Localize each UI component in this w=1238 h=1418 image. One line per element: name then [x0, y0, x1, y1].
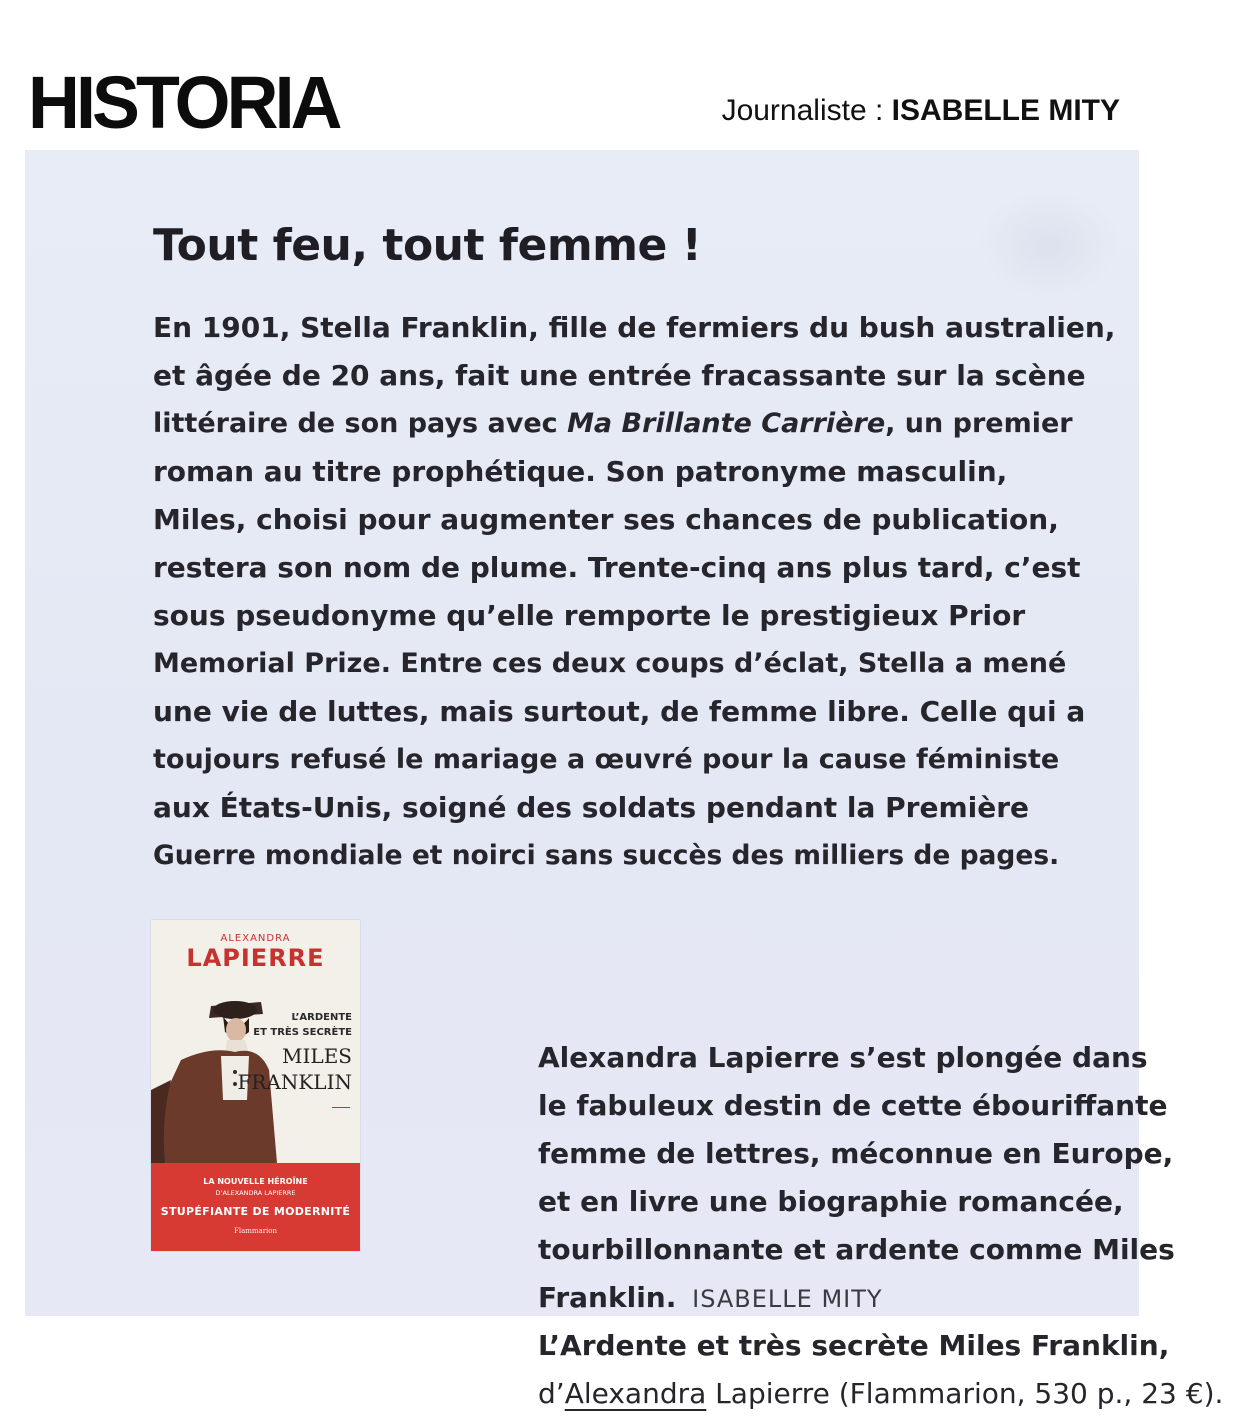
- body-line: Memorial Prize. Entre ces deux coups d’éclat, Stella a mené: [153, 648, 1067, 679]
- journalist-name: ISABELLE MITY: [891, 94, 1120, 127]
- body-line: et âgée de 20 ans, fait une entrée fracassante sur la scène: [153, 359, 1086, 392]
- book-ref-prefix: d’: [538, 1377, 565, 1410]
- cover-author-last: LAPIERRE: [186, 944, 325, 972]
- body-line: En 1901, Stella Franklin, fille de fermiers du bush australien,: [153, 311, 1116, 344]
- cover-band-tagline: STUPÉFIANTE DE MODERNITÉ: [160, 1205, 351, 1218]
- article-continuation: [538, 1034, 1238, 1418]
- body-line: restera son nom de plume. Trente-cinq ans plus tard, c’est: [153, 551, 1081, 584]
- body-line: aux États-Unis, soigné des soldats pendant la Première: [153, 791, 1030, 824]
- body-line: femme de lettres, méconnue en Europe,: [538, 1137, 1174, 1170]
- body-line: une vie de luttes, mais surtout, de femme libre. Celle qui a: [153, 695, 1086, 728]
- cover-red-band: [151, 1163, 360, 1251]
- body-text: littéraire de son pays avec: [153, 408, 568, 439]
- bleed-through: [979, 190, 1119, 300]
- article-headline: Tout feu, tout femme !: [153, 220, 702, 271]
- body-line: Miles, choisi pour augmenter ses chances de publication,: [153, 503, 1059, 536]
- book-reference-title: L’Ardente et très secrète Miles Franklin,: [538, 1329, 1170, 1362]
- book-reference-details: [538, 1370, 1238, 1418]
- body-line: roman au titre prophétique. Son patronyme masculin,: [153, 455, 1008, 488]
- body-line-with-title: [153, 400, 1113, 448]
- article-signature: ISABELLE MITY: [692, 1285, 883, 1313]
- body-line: le fabuleux destin de cette ébouriffante: [538, 1089, 1168, 1122]
- cover-band-text: D’ALEXANDRA LAPIERRE: [215, 1189, 296, 1197]
- cover-title-line: ET TRÈS SECRÈTE: [253, 1027, 352, 1038]
- body-line: et en livre une biographie romancée,: [538, 1185, 1124, 1218]
- cover-title-line: FRANKLIN: [237, 1070, 352, 1094]
- cover-rule: [332, 1107, 350, 1108]
- book-ref-rest: Lapierre (Flammarion, 530 p., 23 €).: [706, 1377, 1224, 1410]
- cover-band-text: LA NOUVELLE HÉROÏNE: [203, 1177, 308, 1186]
- cover-title-line: L’ARDENTE: [291, 1012, 352, 1023]
- signature-line: [538, 1274, 1238, 1322]
- historia-logo: HISTORIA: [28, 61, 339, 144]
- cover-title-line: MILES: [282, 1044, 352, 1068]
- body-line: Guerre mondiale et noirci sans succès des milliers de pages.: [153, 840, 1060, 871]
- body-text: , un premier: [885, 408, 1073, 439]
- body-line: toujours refusé le mariage a œuvré pour la cause féministe: [153, 744, 1060, 775]
- book-cover: [151, 920, 360, 1251]
- body-text: Franklin.: [538, 1281, 677, 1314]
- cover-author-first: ALEXANDRA: [220, 933, 291, 944]
- body-line: Alexandra Lapierre s’est plongée dans: [538, 1041, 1148, 1074]
- cover-publisher: Flammarion: [233, 1227, 278, 1235]
- journalist-label: Journaliste :: [721, 94, 884, 127]
- book-ref-author-first: Alexandra: [564, 1377, 707, 1410]
- body-line: sous pseudonyme qu’elle remporte le prestigieux Prior: [153, 599, 1026, 632]
- novel-title: Ma Brillante Carrière: [567, 408, 886, 439]
- article-clipping: [25, 150, 1224, 1410]
- body-line: tourbillonnante et ardente comme Miles: [538, 1233, 1175, 1266]
- journalist-credit: [722, 94, 1120, 128]
